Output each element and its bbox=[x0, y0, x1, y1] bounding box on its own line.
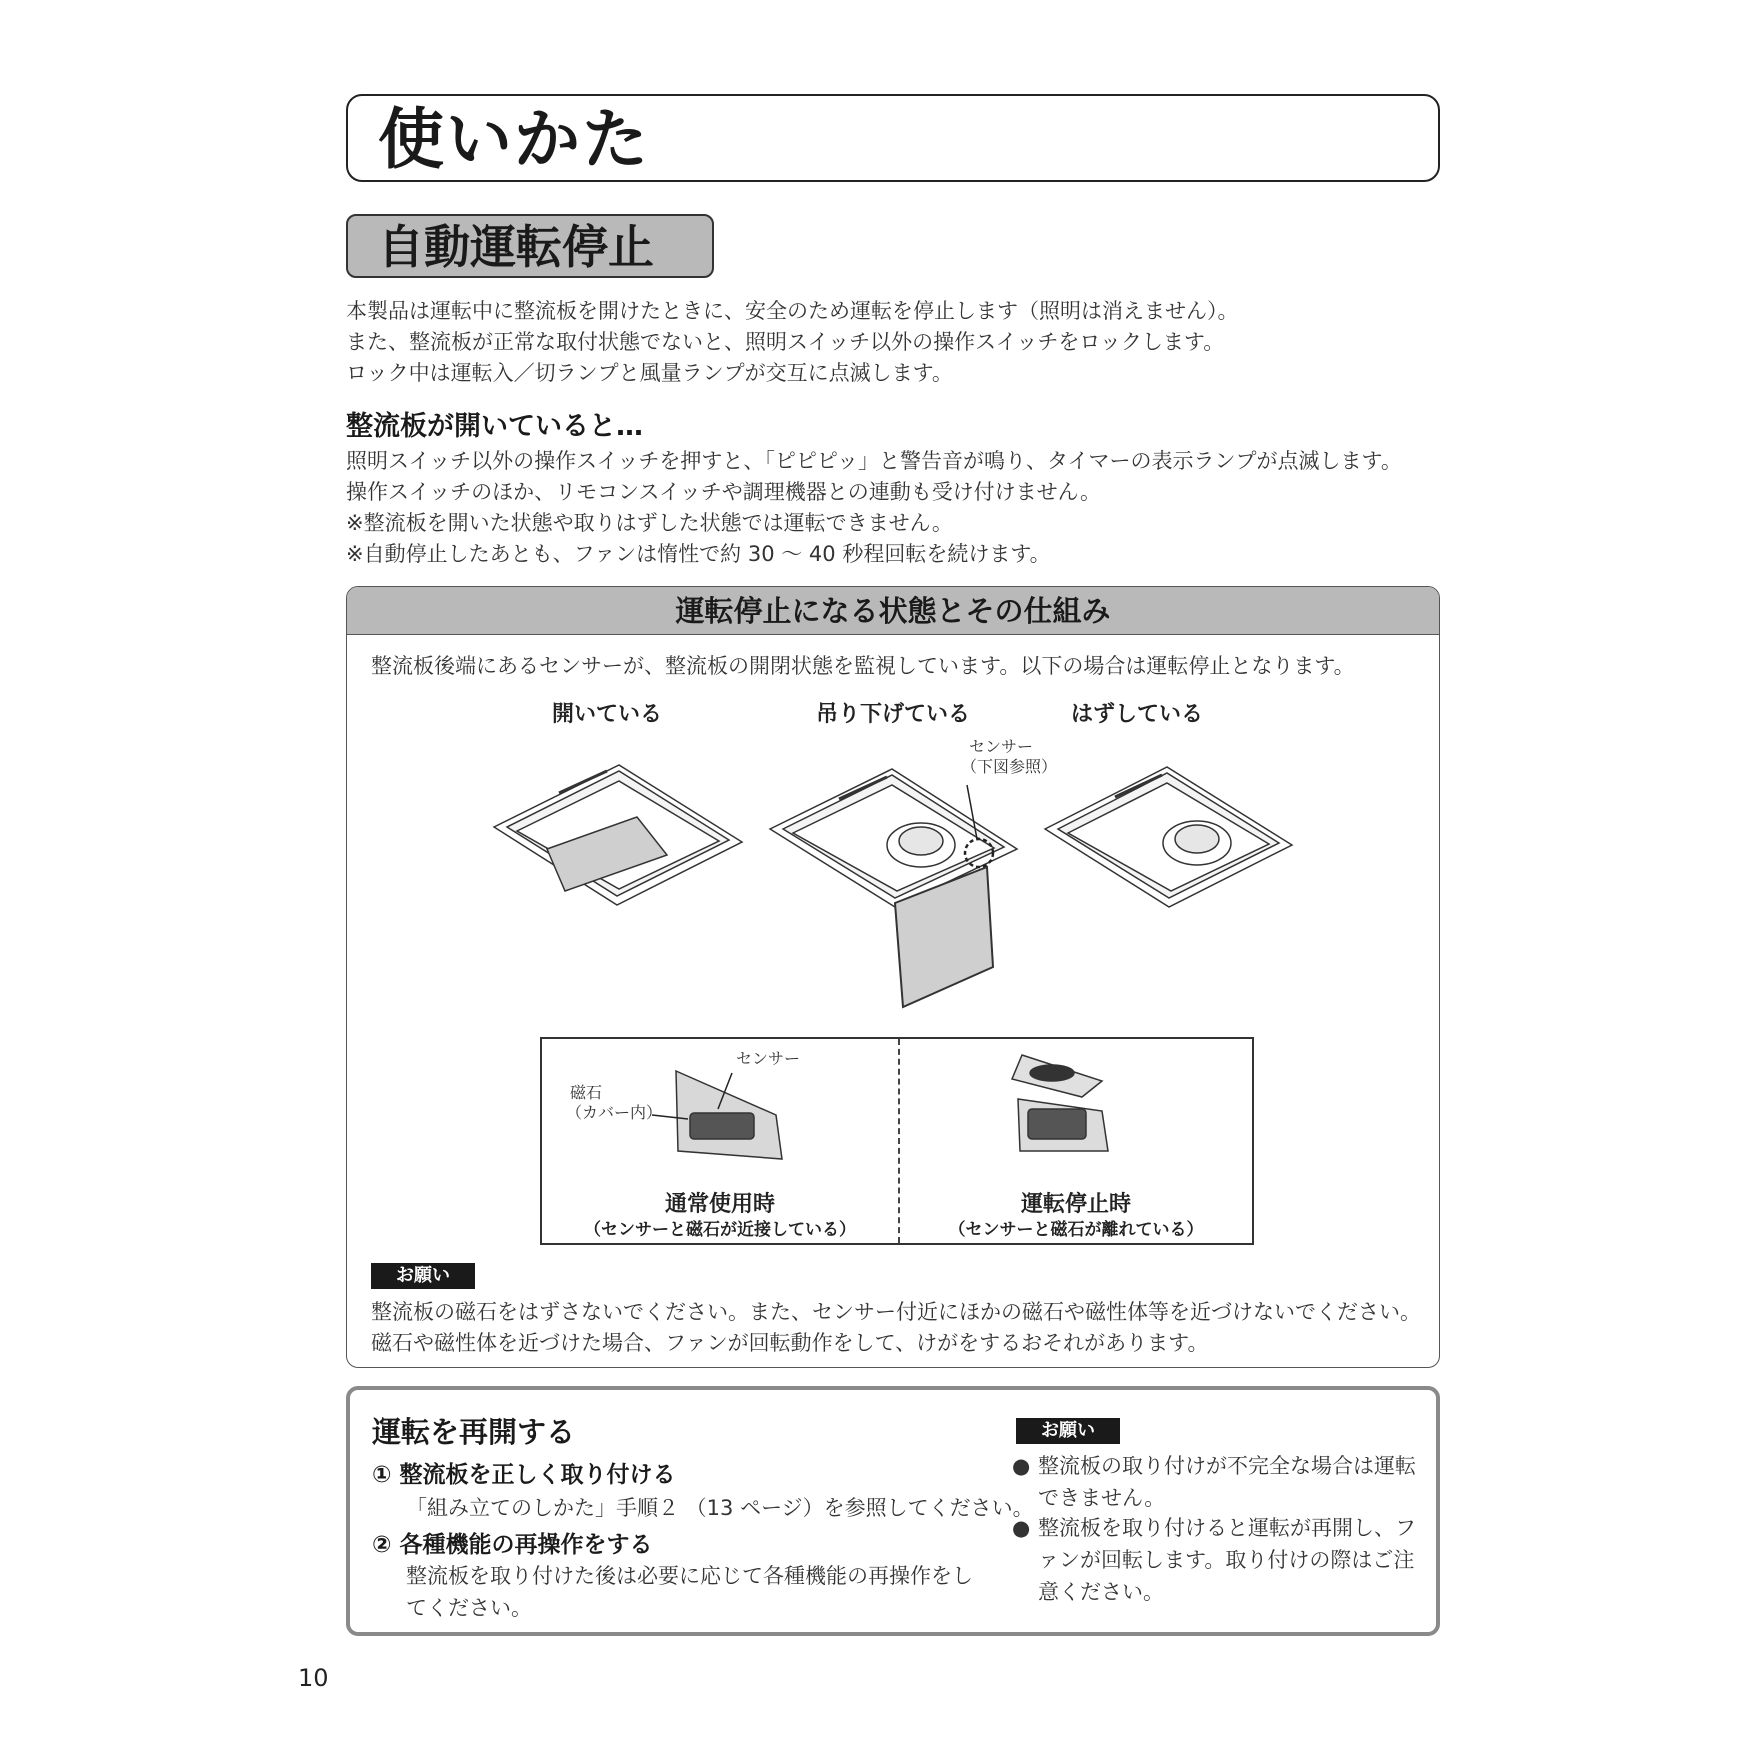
section-heading: 自動運転停止 bbox=[378, 220, 654, 274]
detail-magnet-label: 磁石 bbox=[570, 1083, 603, 1102]
intro-line-3: ロック中は運転入／切ランプと風量ランプが交互に点滅します。 bbox=[346, 361, 953, 385]
normal-caption: 通常使用時 bbox=[664, 1192, 775, 1217]
open-note-2: ※自動停止したあとも、ファンは惰性で約 30 ～ 40 秒程回転を続けます。 bbox=[346, 542, 1051, 566]
stop-subcaption: （センサーと磁石が離れている） bbox=[948, 1220, 1204, 1240]
open-text-1: 照明スイッチ以外の操作スイッチを押すと、「ピピピッ」と警告音が鳴り、タイマーの表示ランプが点滅します。 bbox=[346, 449, 1402, 473]
detail-sensor-label: センサー bbox=[736, 1049, 801, 1068]
resume-title: 運転を再開する bbox=[372, 1415, 576, 1449]
mechanism-title: 運転停止になる状態とその仕組み bbox=[675, 594, 1111, 628]
resume-step-1-text: 「組み立てのしかた」手順２ （13 ページ）を参照してください。 bbox=[406, 1496, 1034, 1520]
open-text-2: 操作スイッチのほか、リモコンスイッチや調理機器との連動も受け付けません。 bbox=[346, 480, 1101, 504]
mechanism-notice-2: 磁石や磁性体を近づけた場合、ファンが回転動作をして、けがをするおそれがあります。 bbox=[371, 1331, 1209, 1355]
mechanism-notice-badge: お願い bbox=[371, 1263, 475, 1289]
page-title-box bbox=[346, 94, 1440, 182]
state-label-hanging: 吊り下げている bbox=[815, 702, 970, 727]
resume-step-1: ① 整流板を正しく取り付ける bbox=[372, 1462, 676, 1488]
normal-subcaption: （センサーと磁石が近接している） bbox=[584, 1220, 856, 1240]
intro-line-2: また、整流板が正常な取付状態でないと、照明スイッチ以外の操作スイッチをロックします。 bbox=[346, 330, 1225, 354]
open-heading: 整流板が開いていると… bbox=[346, 411, 643, 442]
hood-illustrations bbox=[347, 587, 1440, 1027]
state-label-removed: はずしている bbox=[1070, 702, 1203, 727]
hood-hanging-illustration bbox=[770, 769, 1017, 1007]
sensor-callout-label: センサー bbox=[969, 737, 1034, 756]
section-heading-box bbox=[346, 214, 714, 278]
resume-step-2: ② 各種機能の再操作をする bbox=[372, 1532, 653, 1558]
hood-removed-illustration bbox=[1045, 767, 1292, 907]
state-label-open: 開いている bbox=[551, 702, 662, 727]
resume-notice-1-text: 整流板の取り付けが不完全な場合は運転できません。 bbox=[1038, 1454, 1416, 1510]
sensor-detail-illustrations bbox=[542, 1039, 1256, 1179]
resume-box bbox=[346, 1386, 1440, 1636]
mechanism-description: 整流板後端にあるセンサーが、整流板の開閉状態を監視しています。以下の場合は運転停止となります。 bbox=[371, 654, 1355, 678]
resume-notice-1 bbox=[1012, 1450, 1432, 1514]
resume-notice-2 bbox=[1012, 1512, 1432, 1608]
mechanism-notice-1: 整流板の磁石をはずさないでください。また、センサー付近にほかの磁石や磁性体等を近づけないでください。 bbox=[371, 1300, 1421, 1324]
stop-sensor-illustration bbox=[1012, 1055, 1108, 1151]
mechanism-box bbox=[346, 586, 1440, 1368]
sensor-detail-box bbox=[540, 1037, 1254, 1245]
sensor-callout-ref: （下図参照） bbox=[961, 757, 1058, 776]
open-note-1: ※整流板を開いた状態や取りはずした状態では運転できません。 bbox=[346, 511, 953, 535]
page-number: 10 bbox=[298, 1664, 329, 1692]
bullet-icon: ● bbox=[1012, 1516, 1031, 1540]
stop-caption: 運転停止時 bbox=[1020, 1192, 1131, 1217]
resume-notice-2-text: 整流板を取り付けると運転が再開し、ファンが回転します。取り付けの際はご注意ください。 bbox=[1038, 1516, 1416, 1604]
resume-step-2-text: 整流板を取り付けた後は必要に応じて各種機能の再操作をしてください。 bbox=[406, 1564, 973, 1620]
normal-sensor-illustration bbox=[652, 1071, 782, 1159]
bullet-icon: ● bbox=[1012, 1454, 1031, 1478]
page-title: 使いかた bbox=[378, 101, 650, 178]
hood-open-illustration bbox=[494, 765, 742, 905]
detail-magnet-sub: （カバー内） bbox=[566, 1103, 663, 1122]
intro-line-1: 本製品は運転中に整流板を開けたときに、安全のため運転を停止します（照明は消えません）。 bbox=[346, 299, 1239, 323]
resume-notice-badge: お願い bbox=[1016, 1418, 1120, 1444]
